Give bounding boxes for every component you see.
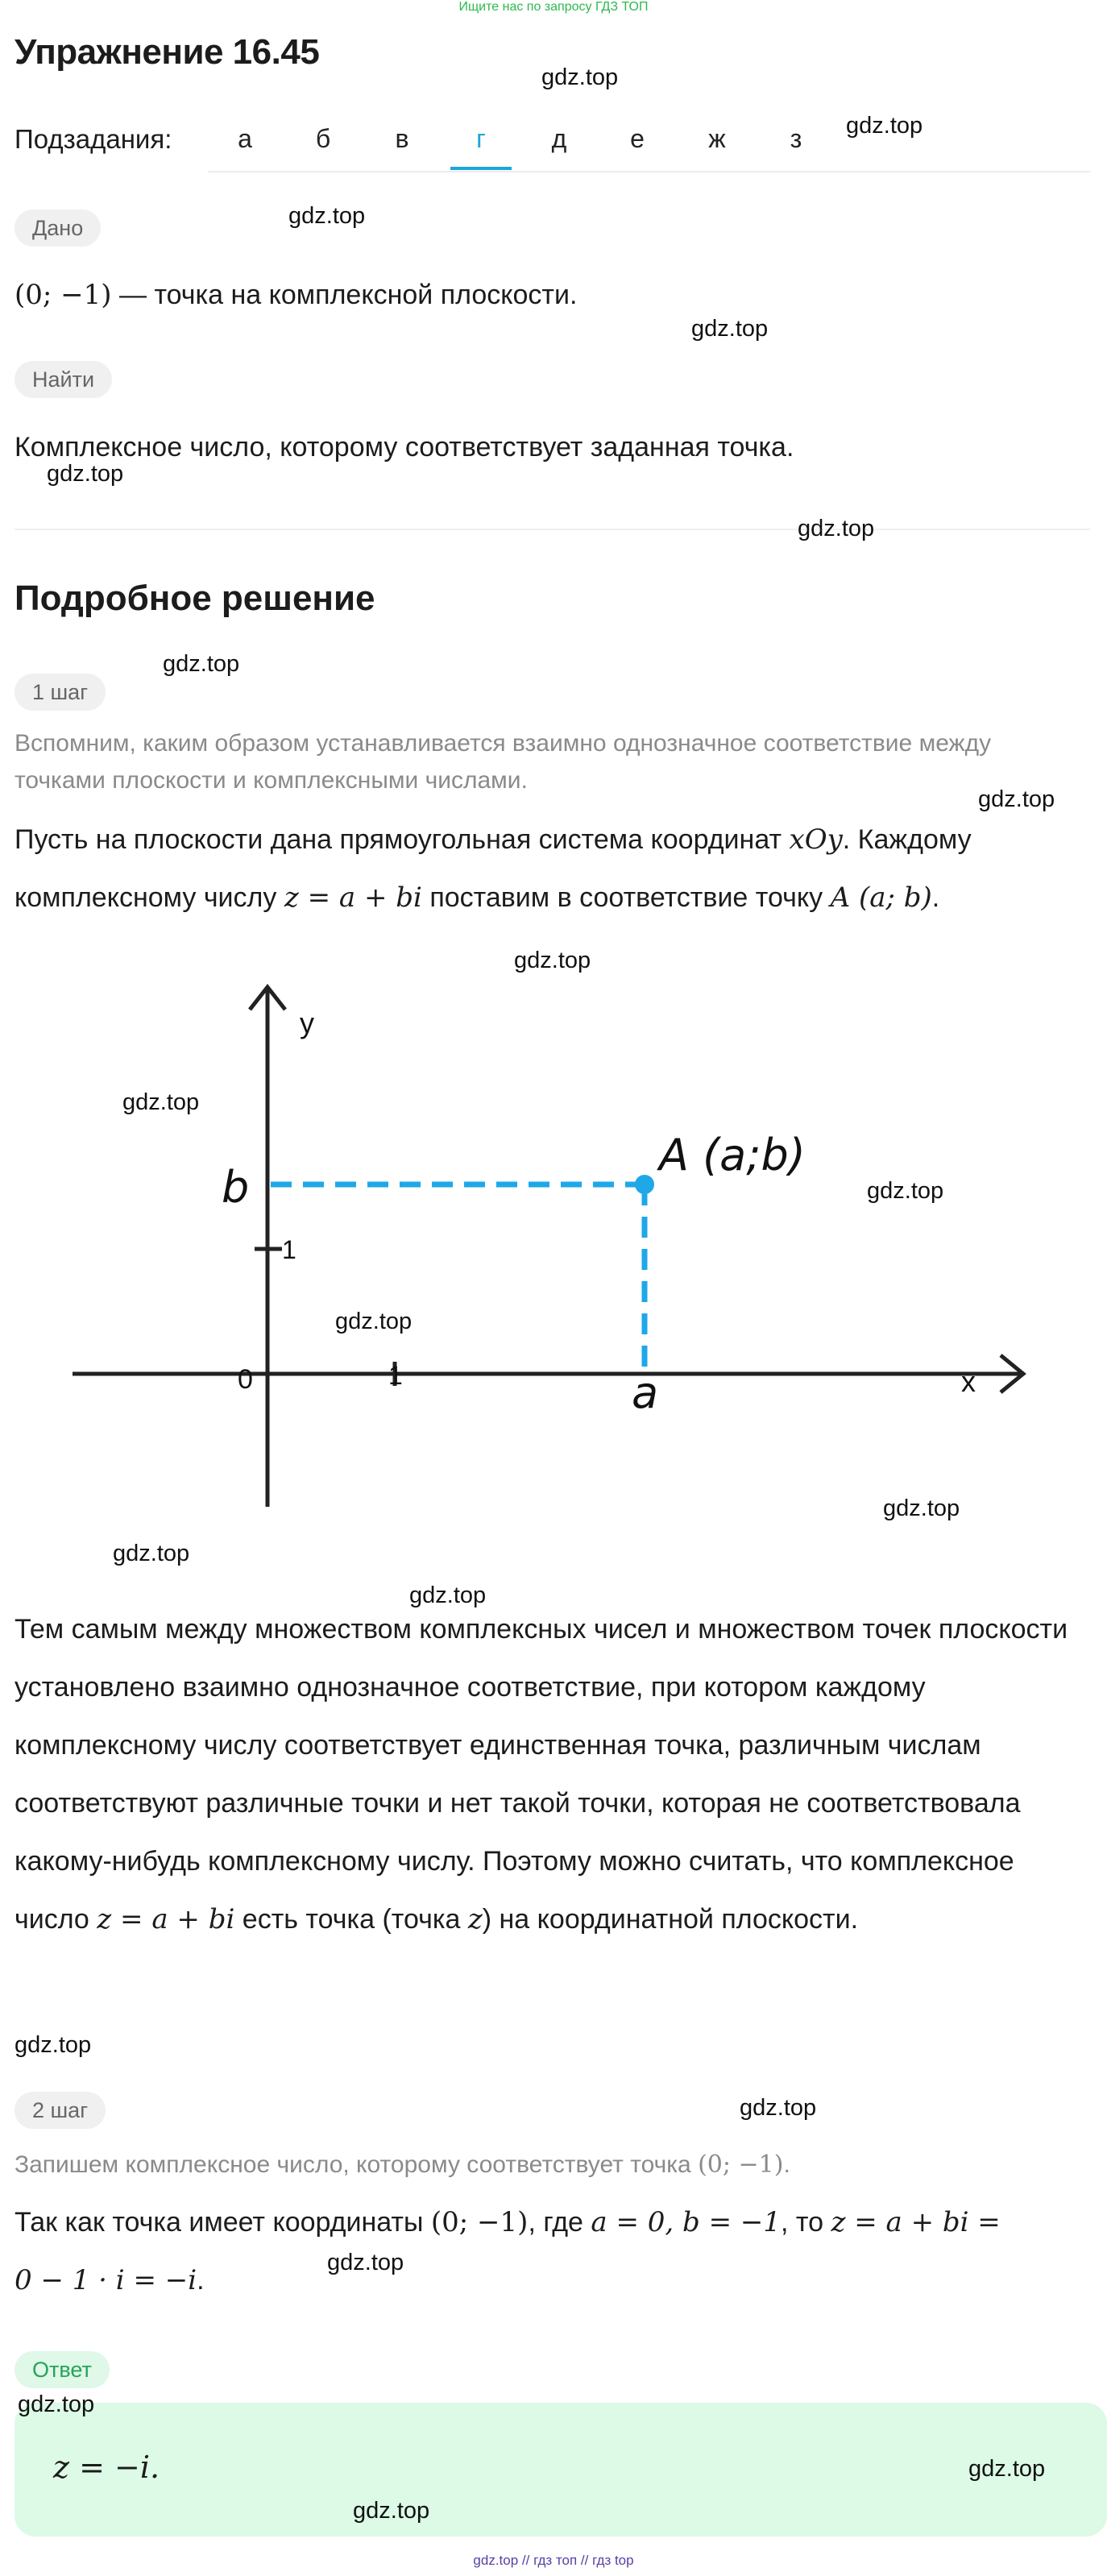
- watermark: gdz.top: [288, 203, 366, 229]
- tab-zh[interactable]: ж: [708, 124, 726, 153]
- step2-hint-point: (0; −1): [698, 2151, 784, 2179]
- watermark: gdz.top: [335, 1309, 413, 1334]
- step2-hint: [15, 2147, 790, 2184]
- p1-point: A (a; b): [830, 881, 932, 914]
- y-axis-label: y: [300, 1006, 314, 1039]
- a-label: a: [632, 1367, 659, 1418]
- p2-z: z: [467, 1903, 483, 1935]
- given-description: — точка на комплексной плоскости.: [119, 280, 578, 310]
- step1-badge: 1 шаг: [15, 674, 106, 711]
- watermark: gdz.top: [798, 516, 875, 541]
- step2-hint-text: Запишем комплексное число, которому соответствует точка: [15, 2151, 691, 2178]
- point-A-label: A (a;b): [659, 1130, 806, 1180]
- watermark: gdz.top: [846, 113, 923, 139]
- b-label: b: [222, 1162, 250, 1213]
- p1-part-d: поставим в соответствие точку: [429, 882, 823, 913]
- t-formula: z = a + bi =: [831, 2206, 1001, 2238]
- point-A: [635, 1175, 654, 1194]
- given-badge: Дано: [15, 209, 101, 247]
- watermark: gdz.top: [47, 461, 124, 487]
- step1-paragraph2: [15, 1600, 1094, 1948]
- p1-part-b: . Каждому: [842, 824, 972, 855]
- p2-part-a: Тем самым между множеством комплексных чисел и множеством точек плоскости установлено взаимно однозначное соответствие, при котором каждому комплексному числу соответствует единственная точка, различным числам соответствуют различные точки и нет такой точки, которая не соответствовала какому-нибудь комплексному числу. Поэтому можно считать, что комплексное число: [15, 1614, 1068, 1935]
- answer-badge: Ответ: [15, 2351, 110, 2388]
- t-part-c: , то: [781, 2207, 824, 2238]
- given-text: [15, 279, 577, 311]
- step2-badge: 2 шаг: [15, 2092, 106, 2129]
- t-values: a = 0, b = −1: [591, 2206, 782, 2238]
- step2-paragraph: [15, 2193, 1094, 2309]
- section-divider: [15, 529, 1090, 530]
- tab-b[interactable]: б: [315, 124, 331, 153]
- tab-g[interactable]: г: [476, 124, 486, 153]
- step1-hint: Вспомним, каким образом устанавливается взаимно однозначное соответствие между точками плоскости и комплексными числами.: [15, 730, 992, 794]
- complex-plane-diagram: [0, 951, 1107, 1531]
- active-tab-indicator: [450, 167, 512, 170]
- watermark: gdz.top: [541, 64, 619, 90]
- p1-formula: z = a + bi: [284, 881, 422, 914]
- t-part-b: , где: [528, 2207, 583, 2238]
- tab-d[interactable]: д: [551, 124, 567, 153]
- watermark: gdz.top: [968, 2456, 1046, 2482]
- t-end: .: [197, 2265, 205, 2296]
- p1-part-a: Пусть на плоскости дана прямоугольная система координат: [15, 824, 782, 855]
- find-text: Комплексное число, которому соответствует заданная точка.: [15, 432, 794, 463]
- watermark: gdz.top: [740, 2095, 817, 2121]
- watermark: gdz.top: [15, 2032, 92, 2058]
- watermark: gdz.top: [867, 1178, 944, 1204]
- p1-part-c: комплексному числу: [15, 882, 277, 913]
- answer-box: [15, 2403, 1107, 2537]
- watermark: gdz.top: [353, 2498, 430, 2524]
- tab-a[interactable]: а: [238, 124, 252, 153]
- watermark: gdz.top: [163, 651, 240, 677]
- given-point: (0; −1): [15, 279, 112, 311]
- t-formula-line2: 0 − 1 · i = −i: [15, 2264, 197, 2296]
- t-point: (0; −1): [430, 2206, 529, 2238]
- origin-label: 0: [238, 1364, 253, 1395]
- y-one-label: 1: [282, 1235, 296, 1264]
- answer-value: z = −i.: [53, 2449, 160, 2485]
- find-badge: Найти: [15, 361, 112, 398]
- footer-links[interactable]: gdz.top // гдз топ // гдз top: [473, 2553, 634, 2568]
- p1-coord-system: xOy: [789, 823, 843, 856]
- watermark: gdz.top: [978, 786, 1055, 812]
- p2-part-c: ) на координатной плоскости.: [482, 1904, 859, 1935]
- watermark: gdz.top: [113, 1541, 190, 1566]
- axes: [73, 987, 1023, 1507]
- tab-e[interactable]: е: [630, 124, 645, 153]
- watermark: gdz.top: [514, 948, 591, 973]
- tab-v[interactable]: в: [395, 124, 409, 153]
- watermark: gdz.top: [327, 2250, 404, 2275]
- step1-paragraph1: [15, 811, 1094, 927]
- subtasks-label: Подзадания:: [15, 124, 172, 154]
- p1-end: .: [931, 882, 940, 913]
- x-axis-label: x: [961, 1365, 976, 1398]
- t-part-a: Так как точка имеет координаты: [15, 2207, 424, 2238]
- watermark: gdz.top: [122, 1089, 200, 1115]
- solution-title: Подробное решение: [15, 579, 375, 618]
- p2-part-b: есть точка (точка: [242, 1904, 461, 1935]
- watermark: gdz.top: [691, 316, 769, 342]
- step2-hint-end: .: [783, 2151, 790, 2178]
- p2-formula: z = a + bi: [97, 1903, 235, 1935]
- watermark: gdz.top: [409, 1583, 487, 1608]
- search-hint-link[interactable]: Ищите нас по запросу ГДЗ ТОП: [458, 0, 649, 14]
- watermark: gdz.top: [18, 2391, 95, 2417]
- watermark: gdz.top: [883, 1495, 960, 1521]
- subtask-tabs: [208, 113, 1090, 172]
- page-title: Упражнение 16.45: [15, 32, 320, 72]
- tab-z[interactable]: з: [790, 124, 802, 153]
- x-one-label: 1: [388, 1361, 403, 1390]
